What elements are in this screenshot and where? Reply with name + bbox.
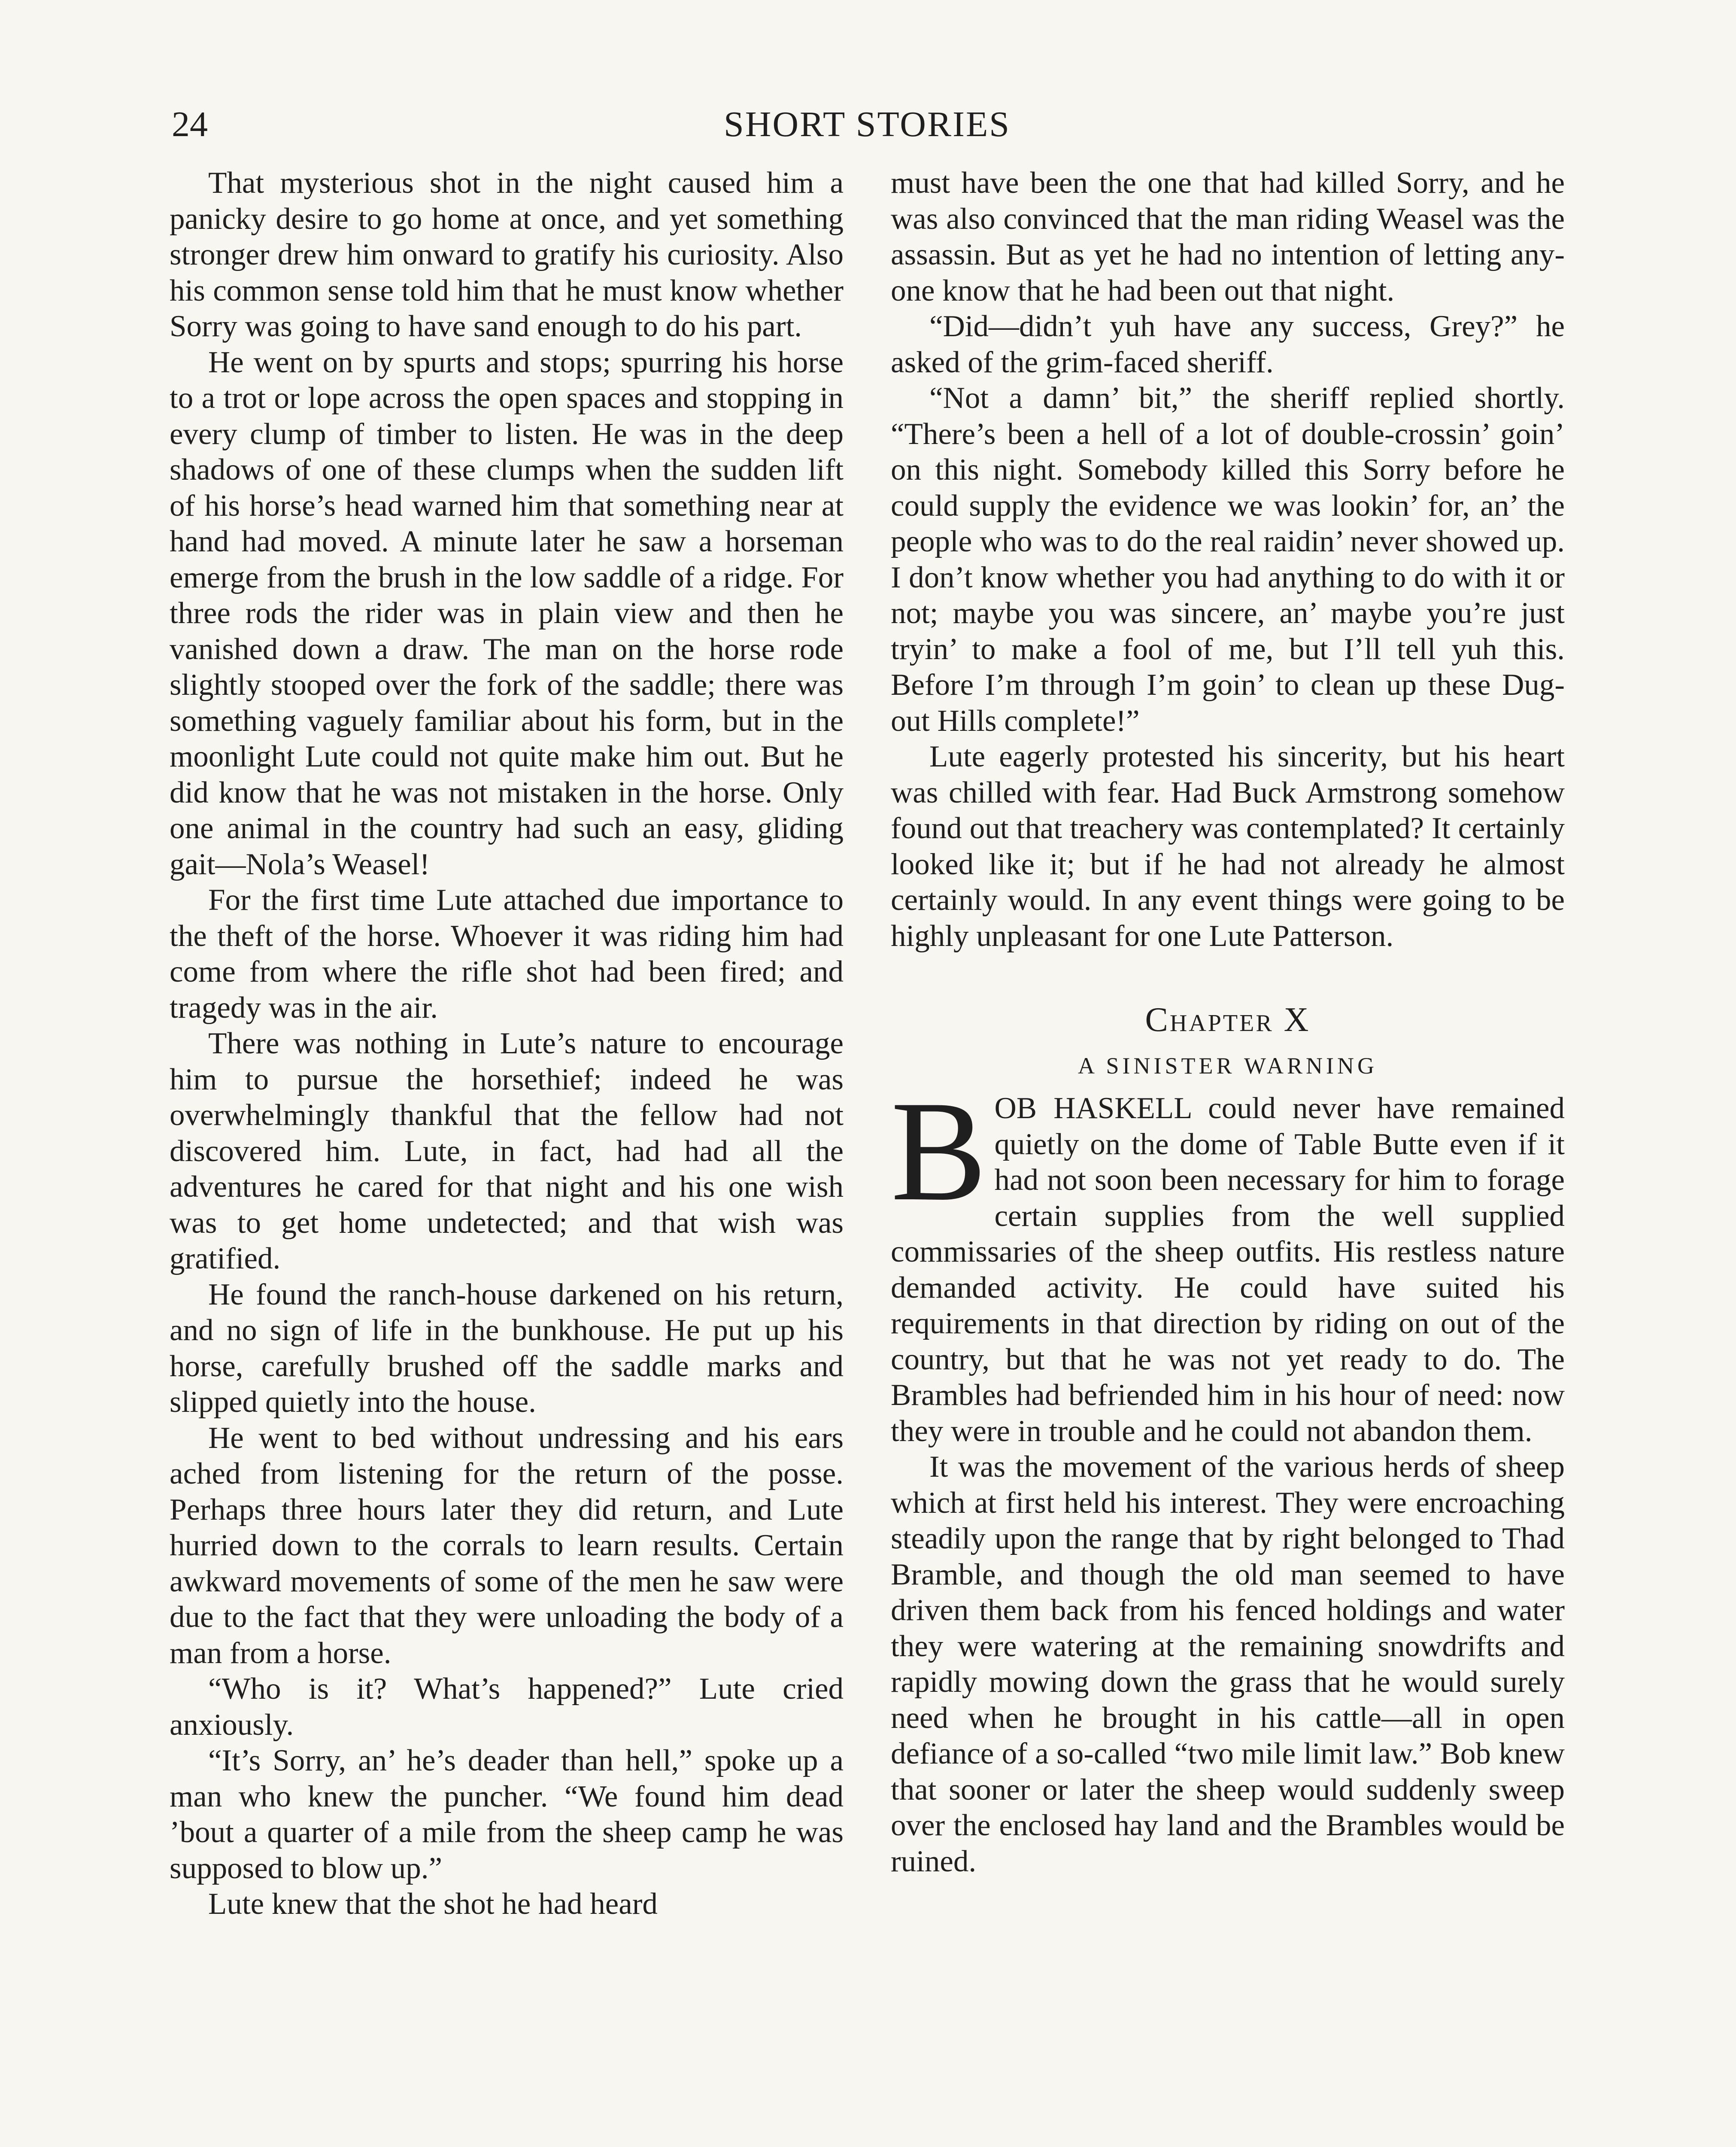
paragraph: He found the ranch-house darkened on his return, and no sign of life in the bunkhouse. He put up his horse, carefully brushed off the saddle marks and slipped quietly into the house. xyxy=(170,1277,844,1419)
paragraph: “Not a damn’ bit,” the sheriff replied shortly. “There’s been a hell of a lot of double-crossin’ goin’ on this night. Somebody killed this Sorry before he could supply the evidence we was lookin’ for, an’ the people who was to do the real raidin’ never showed up. I don’t know whether you had anything to do with it or not; maybe you was sincere, an’ maybe you’re just tryin’ to make a fool of me, but I’ll tell yuh this. Before I’m through I’m goin’ to clean up these Dug-out Hills complete!” xyxy=(891,381,1565,738)
chapter-subtitle: A SINISTER WARNING xyxy=(1077,1053,1378,1079)
paragraph: “Who is it? What’s happened?” Lute cried anxiously. xyxy=(170,1672,844,1742)
paragraph: “Did—didn’t yuh have any success, Grey?” he asked of the grim-faced sheriff. xyxy=(891,310,1565,379)
opening-text: OB HASKELL could never have remained quietly on the dome of Table Butte even if it had not soon been necessary for him to forage certain supplies from the well supplied commissaries of the sheep outfits. His restless nature demanded activity. He could have suited his requirements in that direction by riding on out of the country, but that he was not yet ready to do. The Brambles had befriended him in his hour of need: now they were in trouble and he could not abandon them. xyxy=(891,1092,1565,1448)
paragraph: He went on by spurts and stops; spurring his horse to a trot or lope across the open spaces and stopping in every clump of timber to listen. He was in the deep shadows of one of these clumps when the sudden lift of his horse’s head warned him that something near at hand had moved. A minute later he saw a horseman emerge from the brush in the low saddle of a ridge. For three rods the rider was in plain view and then he vanished down a draw. The man on the horse rode slightly stooped over the fork of the saddle; there was something vaguely familiar about his form, but in the moonlight Lute could not quite make him out. But he did know that he was not mistaken in the horse. Only one animal in the country had such an easy, gliding gait—Nola’s Weasel! xyxy=(170,345,844,881)
paragraph: It was the movement of the various herds of sheep which at first held his interest. They were encroaching steadily upon the range that by right belonged to Thad Bramble, and though the old man seemed to have driven them back from his fenced holdings and water they were watering at the remaining snowdrifts and rapidly mowing down the grass that he would surely need when he brought in his cattle—all in open defiance of a so-called “two mile limit law.” Bob knew that sooner or later the sheep would suddenly sweep over the enclosed hay land and the Brambles would be ruined. xyxy=(891,1450,1565,1878)
paragraph: That mysterious shot in the night caused him a panicky desire to go home at once, and yet something stronger drew him onward to gratify his curiosity. Also his common sense told him that he must know whether Sorry was going to have sand enough to do his part. xyxy=(170,166,844,343)
paragraph: “It’s Sorry, an’ he’s deader than hell,” spoke up a man who knew the puncher. “We found him dead ’bout a quarter of a mile from the sheep camp he was supposed to blow up.” xyxy=(170,1744,844,1885)
chapter-heading: Chapter X xyxy=(1145,1001,1311,1039)
paragraph: Lute knew that the shot he had heard xyxy=(208,1887,658,1921)
paragraph: must have been the one that had killed Sorry, and he was also convinced that the man riding Weasel was the assassin. But as yet he had no intention of letting anyone know that he had been out that night. xyxy=(891,166,1565,307)
running-head: SHORT STORIES xyxy=(723,104,1011,144)
drop-cap: B xyxy=(891,1071,987,1231)
paragraph: There was nothing in Lute’s nature to encourage him to pursue the horsethief; indeed he was overwhelmingly thankful that the fellow had not discovered him. Lute, in fact, had had all the adventures he cared for that night and his one wish was to get home undetected; and that wish was gratified. xyxy=(170,1027,844,1275)
paragraph: For the first time Lute attached due importance to the theft of the horse. Whoever it was riding him had come from where the rifle shot had been fired; and tragedy was in the air. xyxy=(170,883,844,1025)
page-number: 24 xyxy=(172,104,208,144)
paragraph: He went to bed without undressing and his ears ached from listening for the return of the posse. Perhaps three hours later they did return, and Lute hurried down to the corrals to learn results. Certain awkward movements of some of the men he saw were due to the fact that they were unloading the body of a man from a horse. xyxy=(170,1421,844,1670)
left-column xyxy=(170,165,844,1922)
paragraph: Lute eagerly protested his sincerity, but his heart was chilled with fear. Had Buck Armstrong somehow found out that treachery was contemplated? It certainly looked like it; but if he had not already he almost certainly would. In any event things were going to be highly unpleasant for one Lute Patterson. xyxy=(891,740,1565,953)
page-header xyxy=(172,99,1563,155)
right-column xyxy=(891,165,1565,1879)
chapter-opening-paragraph xyxy=(891,1071,1565,1449)
